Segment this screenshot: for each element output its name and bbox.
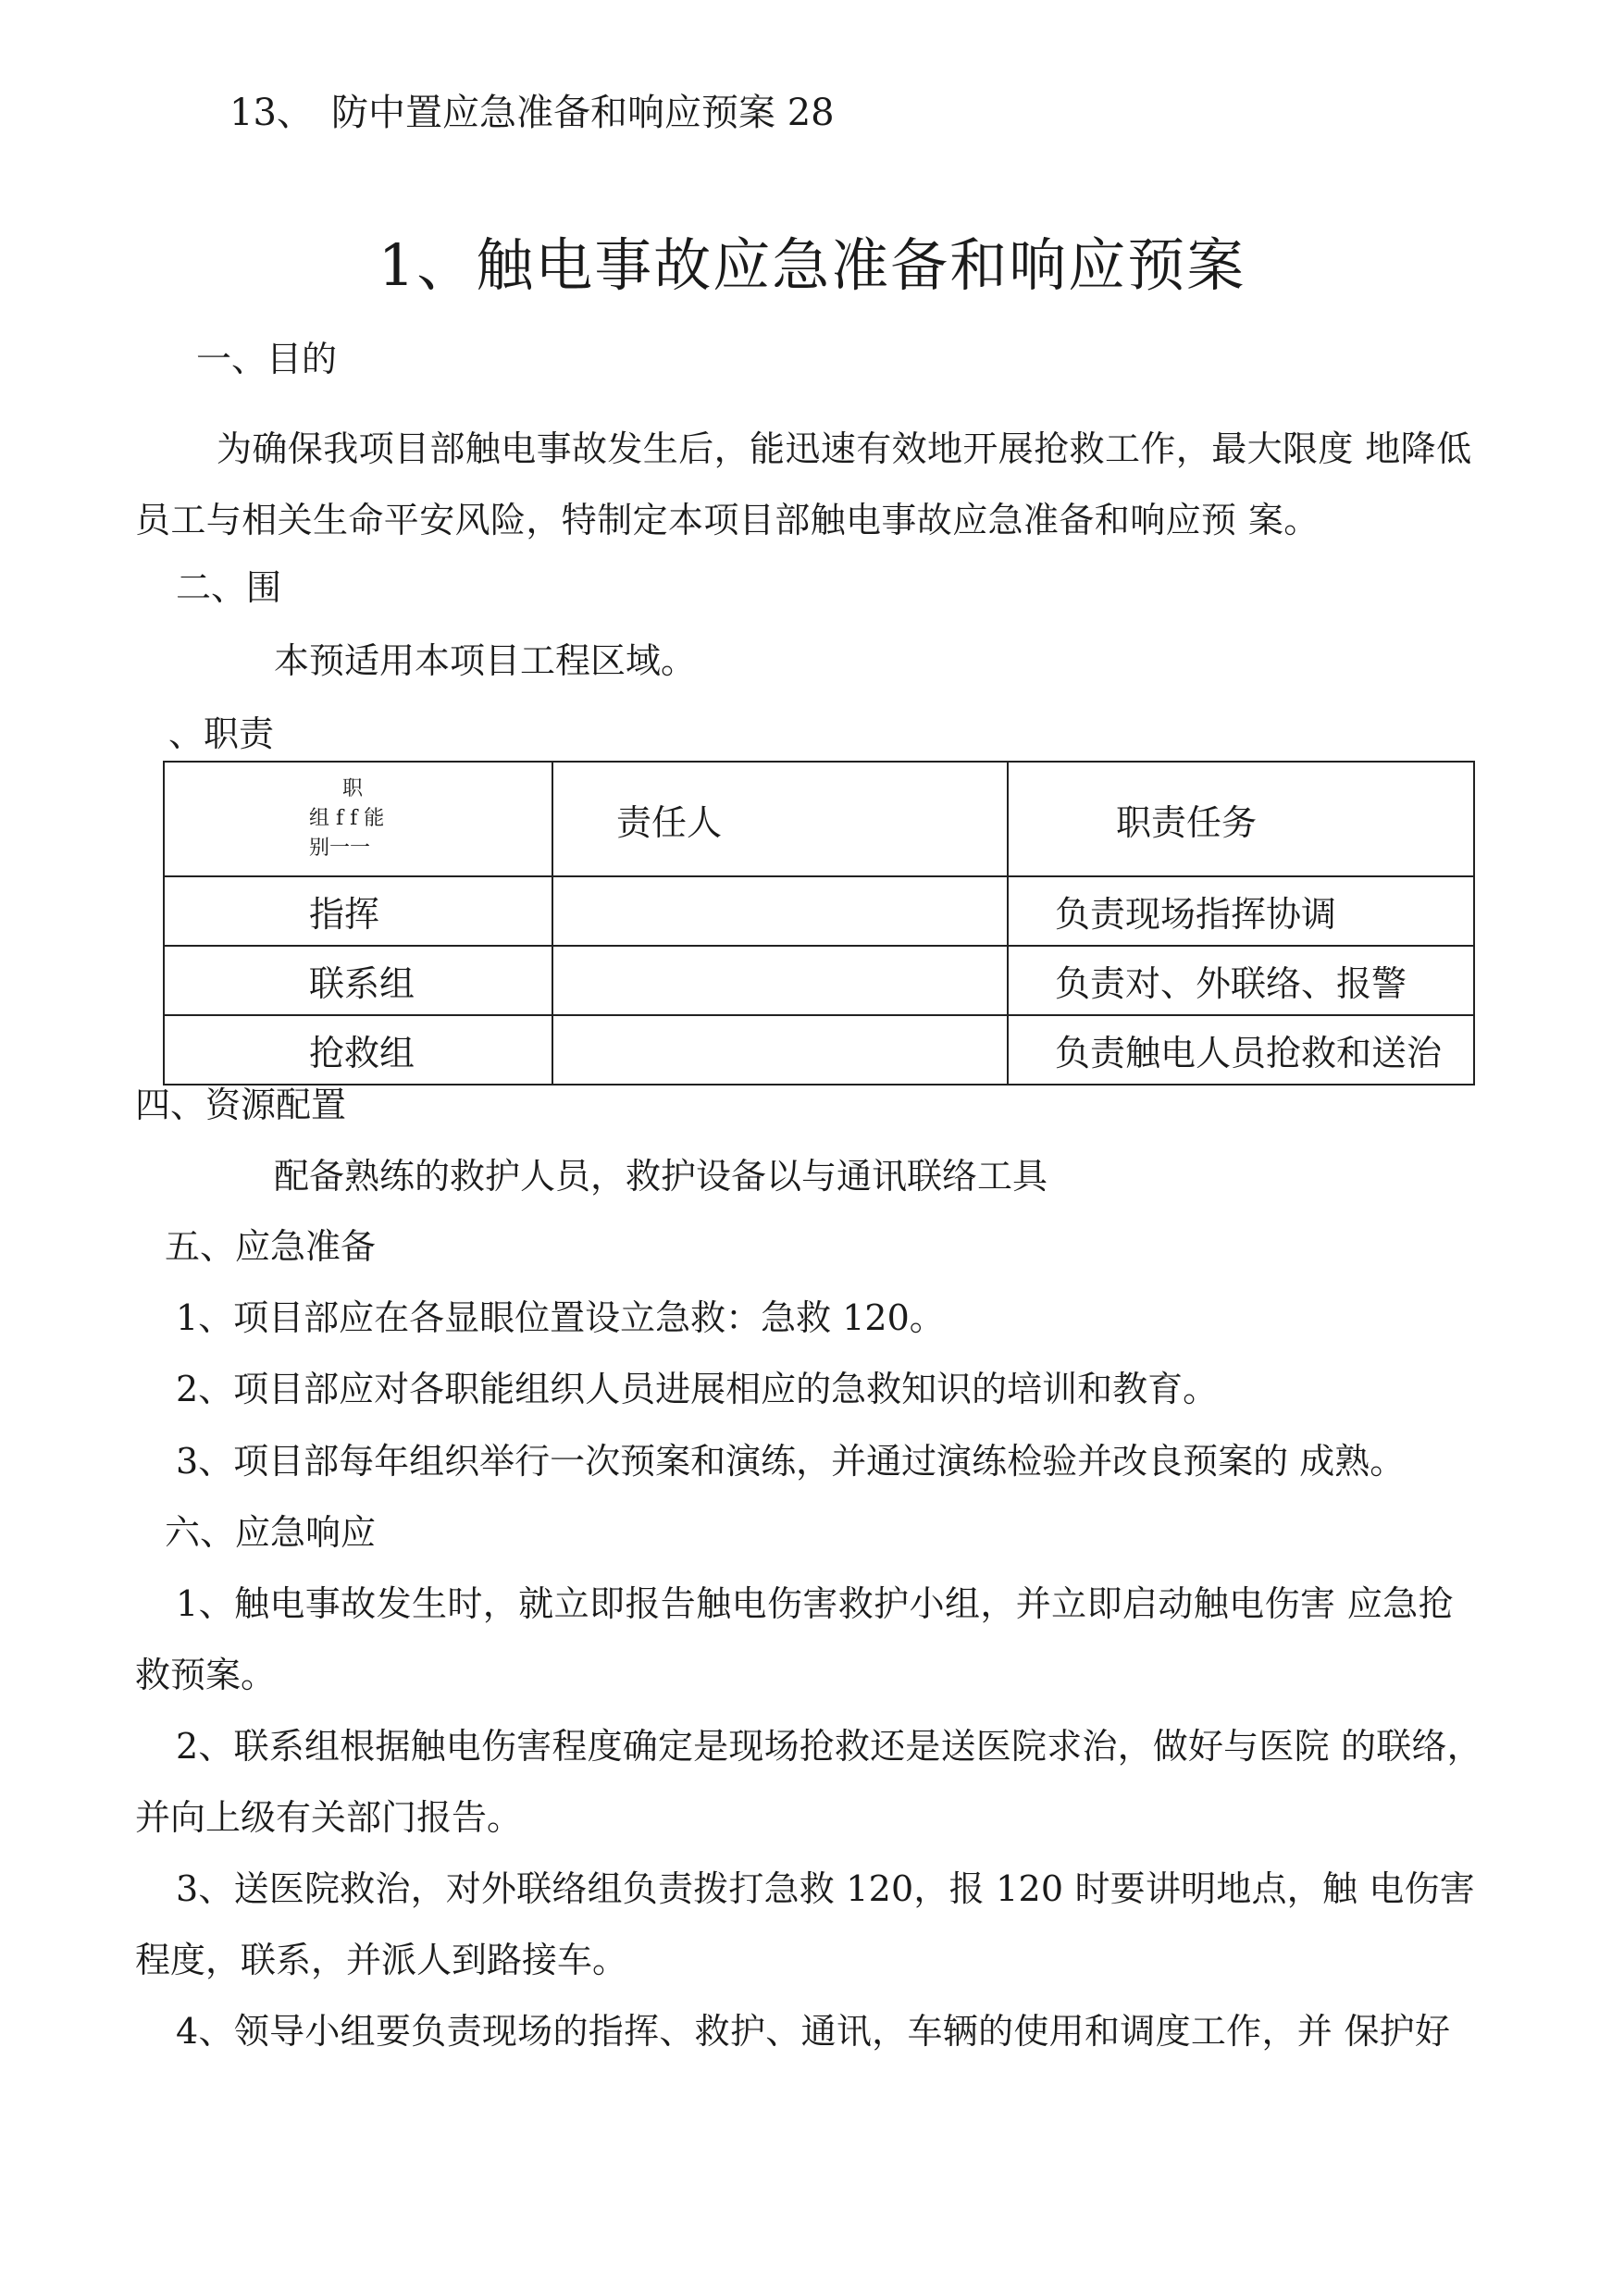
duty-table: [163, 761, 1475, 1085]
header-cell-group: [164, 762, 552, 876]
page-title: 1、触电事故应急准备和响应预案: [378, 231, 1246, 299]
response-line-7: 4、领导小组要负责现场的指挥、救护、通讯，车辆的使用和调度工作，并 保护好: [176, 2011, 1451, 2052]
prep-item-1: 1、项目部应在各显眼位置设立急救：急救 120。: [176, 1297, 945, 1338]
header-cell-person: 责任人: [552, 762, 1008, 876]
prep-item-2: 2、项目部应对各职能组织人员进展相应的急救知识的培训和教育。: [176, 1369, 1219, 1409]
duty-table-header: [164, 762, 1474, 876]
toc-line: [229, 91, 835, 135]
row-group: 联系组: [164, 946, 552, 1015]
row-group: 抢救组: [164, 1015, 552, 1085]
row-task: 负责触电人员抢救和送治: [1008, 1015, 1474, 1085]
purpose-line-1: 为确保我项目部触电事故发生后，能迅速有效地开展抢救工作，最大限度 地降低: [217, 428, 1472, 469]
resources-text: 配备熟练的救护人员，救护设备以与通讯联络工具: [274, 1156, 1048, 1197]
row-person: [552, 1015, 1008, 1085]
row-person: [552, 946, 1008, 1015]
row-task: 负责现场指挥协调: [1008, 876, 1474, 946]
response-line-6: 程度，联系，并派人到路接车。: [135, 1940, 628, 1980]
row-person: [552, 876, 1008, 946]
duty-heading: 、职责: [168, 713, 275, 754]
scope-text: 本预适用本项目工程区域。: [274, 640, 697, 681]
header-group-line-3: 别一一: [309, 836, 371, 860]
header-group-line-2: 组 f f 能: [309, 807, 385, 831]
prep-item-3: 3、项目部每年组织举行一次预案和演练，并通过演练检验并改良预案的 成熟。: [176, 1441, 1406, 1482]
response-line-5: 3、送医院救治，对外联络组负责拨打急救 120，报 120 时要讲明地点，触 电伤害: [176, 1868, 1475, 1909]
row-task: 负责对、外联络、报警: [1008, 946, 1474, 1015]
toc-text: 防中置应急准备和响应预案 28: [331, 92, 835, 134]
response-line-4: 并向上级有关部门报告。: [135, 1797, 523, 1838]
resources-heading: 四、资源配置: [135, 1085, 347, 1125]
header-group-line-1: 职: [342, 777, 364, 801]
scope-heading: 二、围: [176, 567, 282, 608]
table-row: [164, 876, 1474, 946]
purpose-line-2: 员工与相关生命平安风险，特制定本项目部触电事故应急准备和响应预 案。: [135, 500, 1320, 540]
row-group: 指挥: [164, 876, 552, 946]
table-row: [164, 1015, 1474, 1085]
header-cell-task: 职责任务: [1008, 762, 1474, 876]
prep-heading: 五、应急准备: [165, 1226, 377, 1267]
response-heading: 六、应急响应: [165, 1512, 377, 1553]
response-line-2: 救预案。: [135, 1655, 277, 1695]
response-line-1: 1、触电事故发生时，就立即报告触电伤害救护小组，并立即启动触电伤害 应急抢: [176, 1583, 1455, 1624]
response-line-3: 2、联系组根据触电伤害程度确定是现场抢救还是送医院求治，做好与医院 的联络，: [176, 1726, 1482, 1767]
toc-number: 13、: [229, 92, 314, 134]
purpose-heading: 一、目的: [196, 339, 338, 379]
table-row: [164, 946, 1474, 1015]
